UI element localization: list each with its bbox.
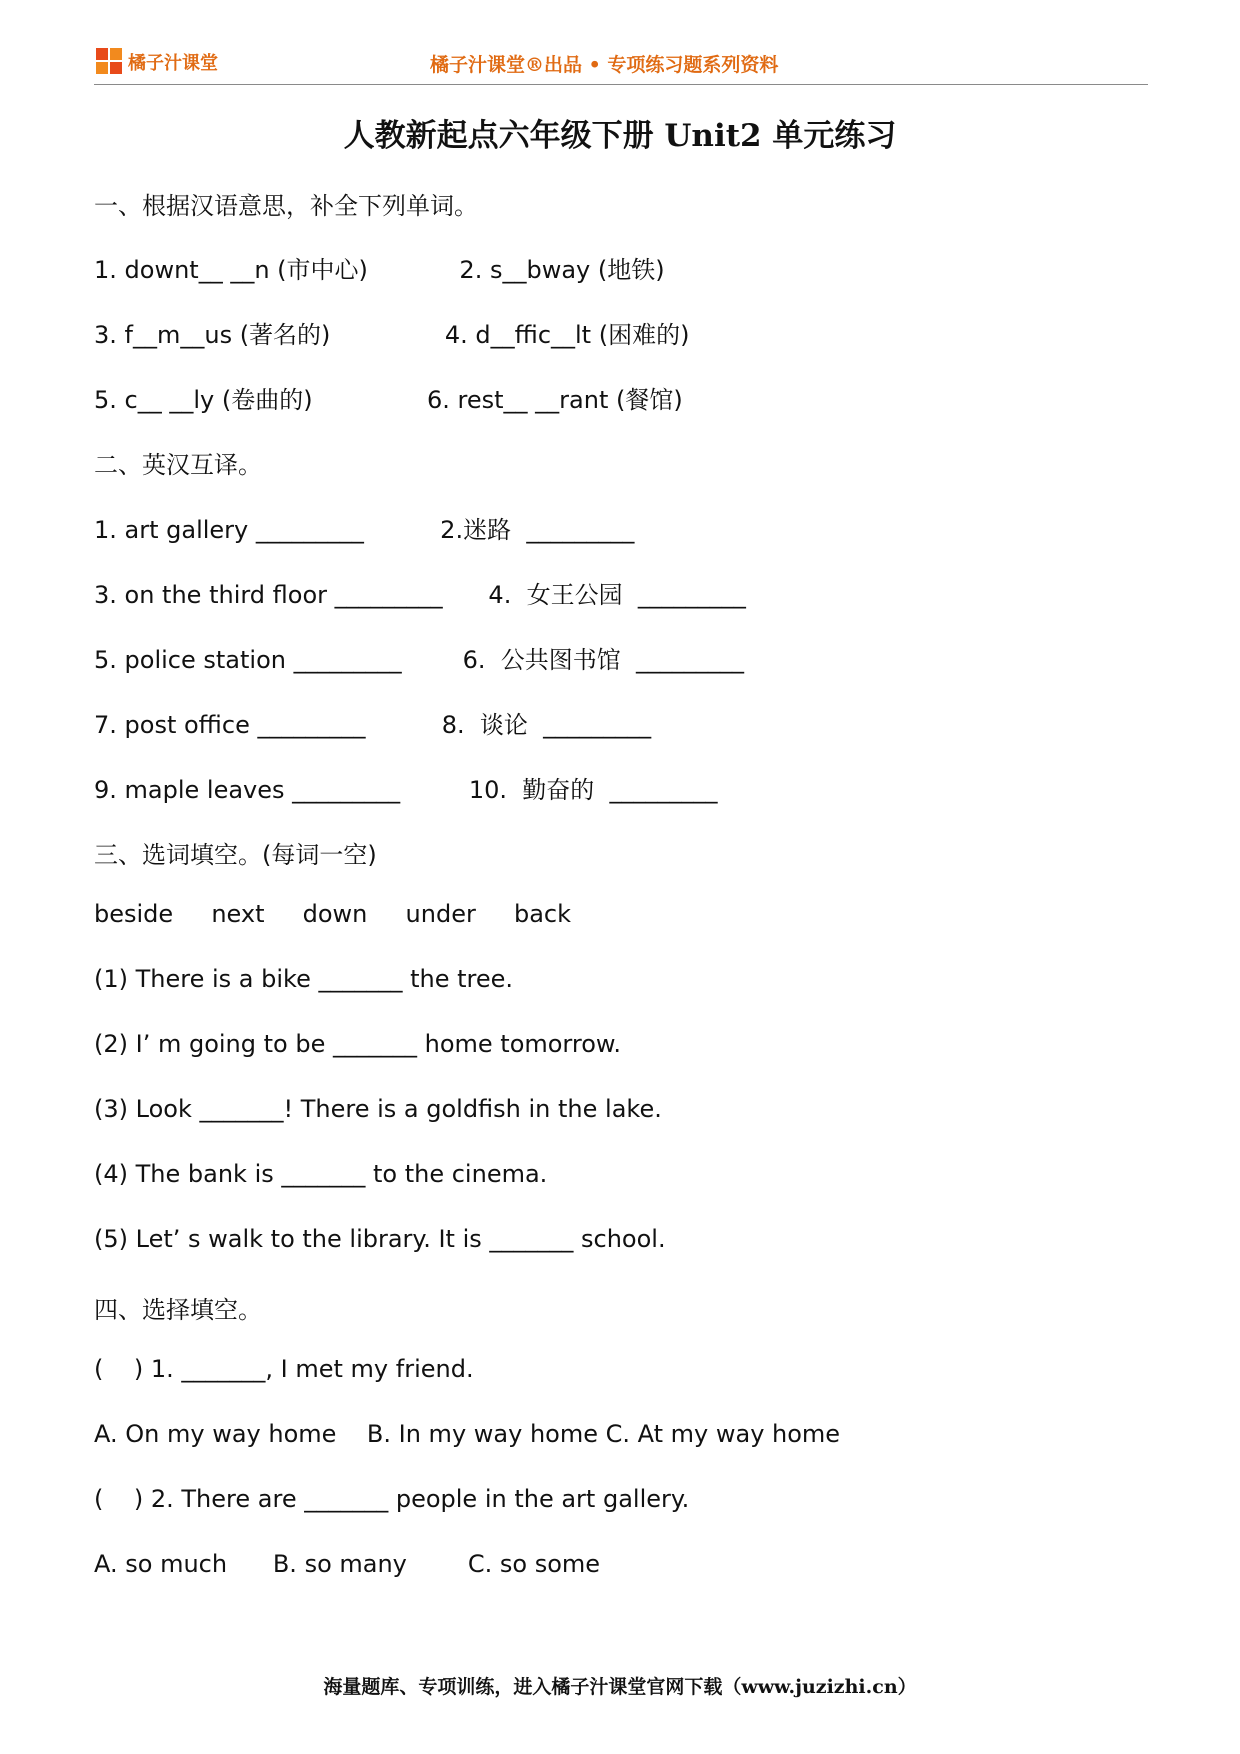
- header-divider: [94, 84, 1148, 85]
- answer-options: A. so much B. so many C. so some: [94, 1550, 601, 1578]
- answer-options: A. On my way home B. In my way home C. At my way home: [94, 1420, 841, 1448]
- exercise-line: (3) Look _______! There is a goldfish in the lake.: [94, 1095, 662, 1123]
- exercise-line: 7. post office _________ 8. 谈论 _________: [94, 711, 652, 739]
- brand-logo: [94, 44, 284, 78]
- exercise-line: ( ) 1. _______, I met my friend.: [94, 1355, 474, 1383]
- header-tagline: 橘子汁课堂®出品 • 专项练习题系列资料: [430, 54, 779, 76]
- page-header: [94, 40, 1148, 84]
- section-heading-2: 二、英汉互译。: [94, 451, 262, 479]
- exercise-line: (2) I’ m going to be _______ home tomorrow.: [94, 1030, 621, 1058]
- exercise-line: 1. art gallery _________ 2.迷路 _________: [94, 516, 635, 544]
- section-heading-3: 三、选词填空。(每词一空): [94, 841, 377, 869]
- exercise-line: 1. downt__ __n (市中心) 2. s__bway (地铁): [94, 256, 665, 284]
- exercise-line: 9. maple leaves _________ 10. 勤奋的 _________: [94, 776, 718, 804]
- exercise-line: (4) The bank is _______ to the cinema.: [94, 1160, 548, 1188]
- section-heading-1: 一、根据汉语意思，补全下列单词。: [94, 192, 478, 220]
- logo-text: 橘子汁课堂: [128, 53, 218, 74]
- logo-mark-icon: [96, 48, 122, 74]
- exercise-line: 5. c__ __ly (卷曲的) 6. rest__ __rant (餐馆): [94, 386, 683, 414]
- exercise-line: 3. f__m__us (著名的) 4. d__ffic__lt (困难的): [94, 321, 690, 349]
- word-bank: beside next down under back: [94, 900, 571, 928]
- section-heading-4: 四、选择填空。: [94, 1296, 262, 1324]
- exercise-line: ( ) 2. There are _______ people in the art gallery.: [94, 1485, 690, 1513]
- exercise-line: 5. police station _________ 6. 公共图书馆 _________: [94, 646, 745, 674]
- worksheet-title: 人教新起点六年级下册 Unit2 单元练习: [343, 118, 897, 154]
- exercise-line: 3. on the third floor _________ 4. 女王公园 _________: [94, 581, 746, 609]
- exercise-line: (5) Let’ s walk to the library. It is _______ school.: [94, 1225, 666, 1253]
- exercise-line: (1) There is a bike _______ the tree.: [94, 965, 514, 993]
- page-footer: 海量题库、专项训练，进入橘子汁课堂官网下载（www.juzizhi.cn）: [323, 1676, 917, 1698]
